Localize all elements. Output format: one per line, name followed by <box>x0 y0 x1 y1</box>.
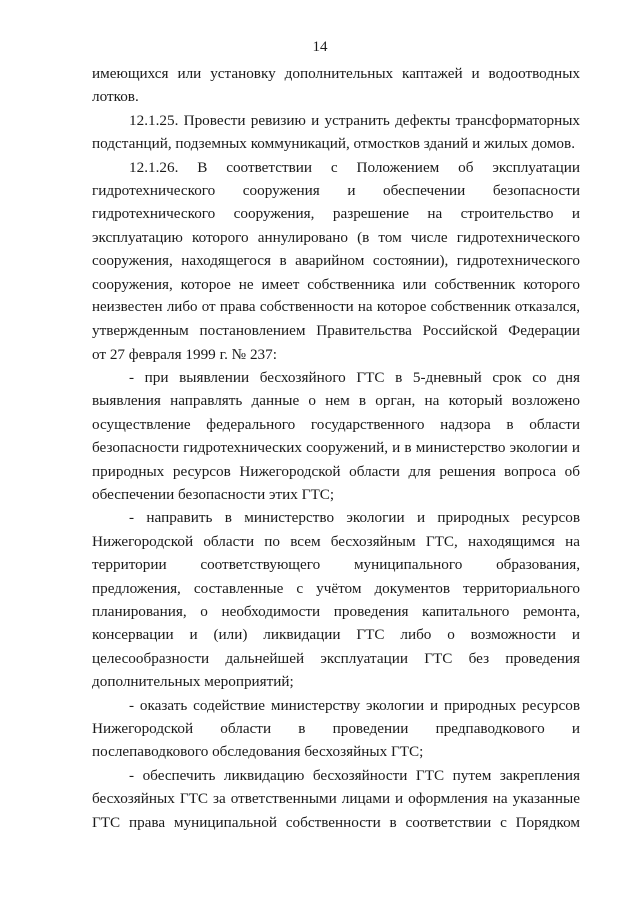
text-line: дополнительных мероприятий; <box>92 673 294 691</box>
document-body <box>92 62 580 834</box>
text-line: Нижегородской области в проведении предпаводкового и <box>92 719 580 737</box>
text-line: планирования, о необходимости проведения капитального ремонта, <box>92 602 580 620</box>
text-line: утвержденным постановлением Правительства Российской Федерации <box>92 322 580 340</box>
text-line: - обеспечить ликвидацию бесхозяйности ГТС путем закрепления <box>129 766 580 784</box>
text-line: обеспечении безопасности этих ГТС; <box>92 486 335 504</box>
text-line: послепаводкового обследования бесхозяйных ГТС; <box>92 743 424 761</box>
text-line: целесообразности дальнейшей эксплуатации ГТС без проведения <box>92 649 580 667</box>
text-line: бесхозяйных ГТС за ответственными лицами и оформления на указанные <box>92 790 580 808</box>
text-line: имеющихся или установку дополнительных каптажей и водоотводных <box>92 65 580 82</box>
page-number: 14 <box>312 39 328 55</box>
text-line: неизвестен либо от права собственности на которое собственник отказался, <box>92 298 580 315</box>
text-line: гидротехнического сооружения и обеспечении безопасности <box>92 181 580 199</box>
text-line: подстанций, подземных коммуникаций, отмостков зданий и жилых домов. <box>92 135 575 153</box>
text-line: осуществление федерального государственного надзора в области <box>92 415 580 433</box>
text-line: сооружения, которое не имеет собственника или собственник которого <box>92 275 580 293</box>
text-line: - оказать содействие министерству экологии и природных ресурсов <box>129 696 580 714</box>
text-line: эксплуатацию которого аннулировано (в том числе гидротехнического <box>92 228 580 246</box>
text-line: 12.1.25. Провести ревизию и устранить дефекты трансформаторных <box>129 111 580 129</box>
text-line: консервации и (или) ликвидации ГТС либо о возможности и <box>92 626 580 644</box>
text-line: сооружения, находящегося в аварийном состоянии), гидротехнического <box>92 252 580 270</box>
text-line: природных ресурсов Нижегородской области для решения вопроса об <box>92 462 580 480</box>
text-line: безопасности гидротехнических сооружений, и в министерство экологии и <box>92 439 580 457</box>
text-line: территории соответствующего муниципального образования, <box>92 556 580 574</box>
text-line: выявления направлять данные о нем в орган, на который возложено <box>92 392 580 410</box>
text-line: от 27 февраля 1999 г. № 237: <box>92 345 277 363</box>
text-line: предложения, составленные с учётом документов территориального <box>92 579 580 597</box>
text-line: лотков. <box>92 88 139 106</box>
text-line: ГТС права муниципальной собственности в соответствии с Порядком <box>92 813 580 831</box>
text-line: 12.1.26. В соответствии с Положением об эксплуатации <box>129 158 580 176</box>
text-line: - направить в министерство экологии и природных ресурсов <box>129 509 580 527</box>
text-line: гидротехнического сооружения, разрешение на строительство и <box>92 205 580 223</box>
text-line: - при выявлении бесхозяйного ГТС в 5-дневный срок со дня <box>129 369 580 387</box>
text-line: Нижегородской области по всем бесхозяйным ГТС, находящимся на <box>92 532 580 550</box>
